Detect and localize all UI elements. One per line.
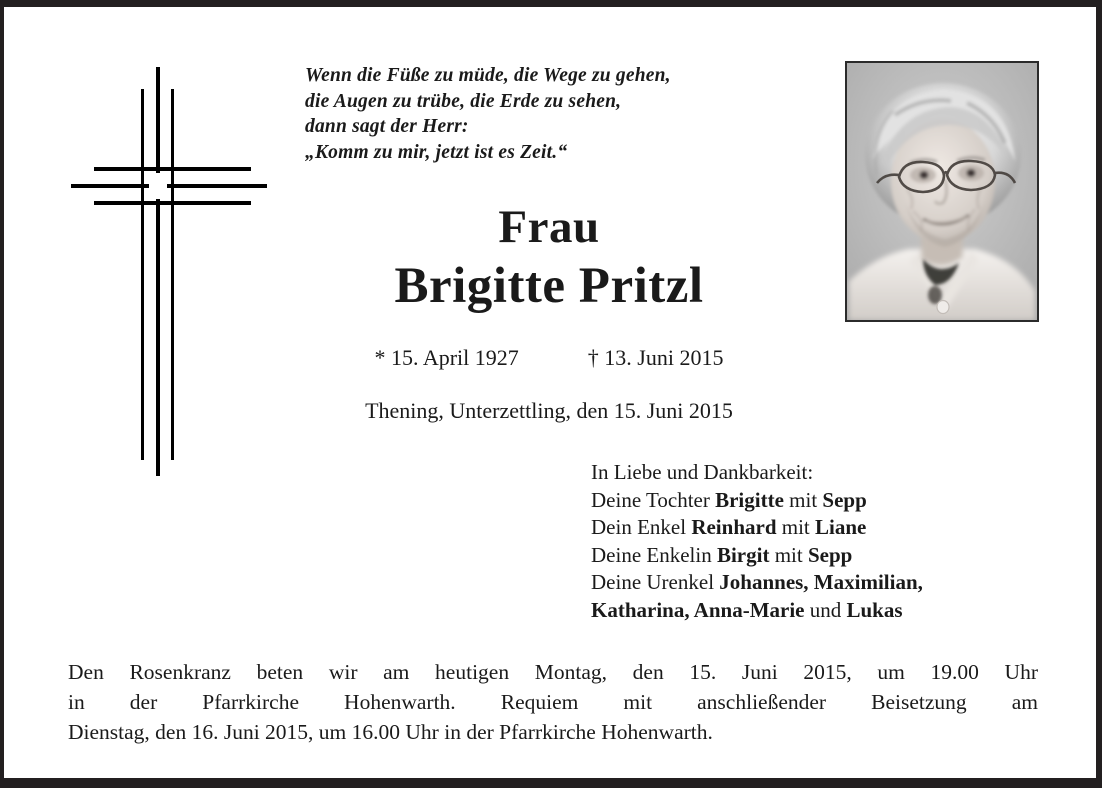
portrait-photo xyxy=(845,61,1039,322)
relation-label-1: Deine Tochter xyxy=(591,487,716,512)
family-name-5b: Lukas xyxy=(846,597,903,622)
service-line-2: in der Pfarrkirche Hohenwarth. Requiem mit anschließender Beisetzung am xyxy=(68,690,1038,714)
deceased-full-name: Brigitte Pritzl xyxy=(394,258,704,314)
notice-sheet xyxy=(4,7,1096,778)
poem-line-1: Wenn die Füße zu müde, die Wege zu gehen, xyxy=(305,65,671,86)
birth-date: * 15. April 1927 xyxy=(374,345,519,370)
service-details xyxy=(68,657,1038,747)
conjunction-3: mit xyxy=(769,542,808,567)
relation-label-4: Deine Urenkel xyxy=(591,570,720,594)
christian-cross-icon xyxy=(63,53,263,485)
cross-horizontal-lower xyxy=(94,201,251,205)
relation-label-2: Dein Enkel xyxy=(591,515,692,539)
cross-horizontal-center xyxy=(71,184,267,188)
family-name-3a: Birgit xyxy=(716,542,770,567)
family-name-4a: Johannes, Maximilian, xyxy=(719,570,923,594)
conjunction-5: und xyxy=(804,597,847,622)
cross-horizontal-upper xyxy=(94,167,251,171)
cross-center-gap-v xyxy=(152,173,164,199)
life-dates xyxy=(269,344,829,372)
death-date: † 13. Juni 2015 xyxy=(587,345,724,370)
cross-vertical-right xyxy=(171,89,174,460)
place-date-line: Thening, Unterzettling, den 15. Juni 2015 xyxy=(365,398,733,423)
family-name-2a: Reinhard xyxy=(691,515,777,539)
poem-line-4: „Komm zu mir, jetzt ist es Zeit.“ xyxy=(305,141,568,163)
poem-verse xyxy=(305,63,825,165)
family-name-1a: Brigitte xyxy=(715,487,784,512)
family-block xyxy=(591,459,1051,624)
family-name-5a: Katharina, Anna-Marie xyxy=(591,597,805,622)
poem-line-2: die Augen zu trübe, die Erde zu sehen, xyxy=(305,90,622,112)
family-line-daughter xyxy=(591,487,1051,515)
conjunction-2: mit xyxy=(776,515,816,539)
poem-line-3: dann sagt der Herr: xyxy=(305,116,469,137)
family-name-1b: Sepp xyxy=(822,487,867,512)
relation-label-3: Deine Enkelin xyxy=(591,542,717,567)
cross-vertical-center xyxy=(156,67,160,476)
family-line-granddaughter xyxy=(591,542,1051,570)
service-line-3: Dienstag, den 16. Juni 2015, um 16.00 Uhr in der Pfarrkirche Hohenwarth. xyxy=(68,720,713,744)
family-name-2b: Liane xyxy=(815,515,867,539)
service-line-1: Den Rosenkranz beten wir am heutigen Montag, den 15. Juni 2015, um 19.00 Uhr xyxy=(68,660,1038,684)
family-line-great-grandchildren-cont xyxy=(591,597,1051,625)
family-name-3b: Sepp xyxy=(807,542,853,567)
family-intro: In Liebe und Dankbarkeit: xyxy=(591,460,814,484)
honorific: Frau xyxy=(498,201,600,253)
deceased-name-block xyxy=(269,200,829,317)
conjunction-1: mit xyxy=(783,487,823,512)
family-line-great-grandchildren xyxy=(591,569,1051,597)
family-line-grandson xyxy=(591,514,1051,542)
cross-vertical-left xyxy=(141,89,144,460)
